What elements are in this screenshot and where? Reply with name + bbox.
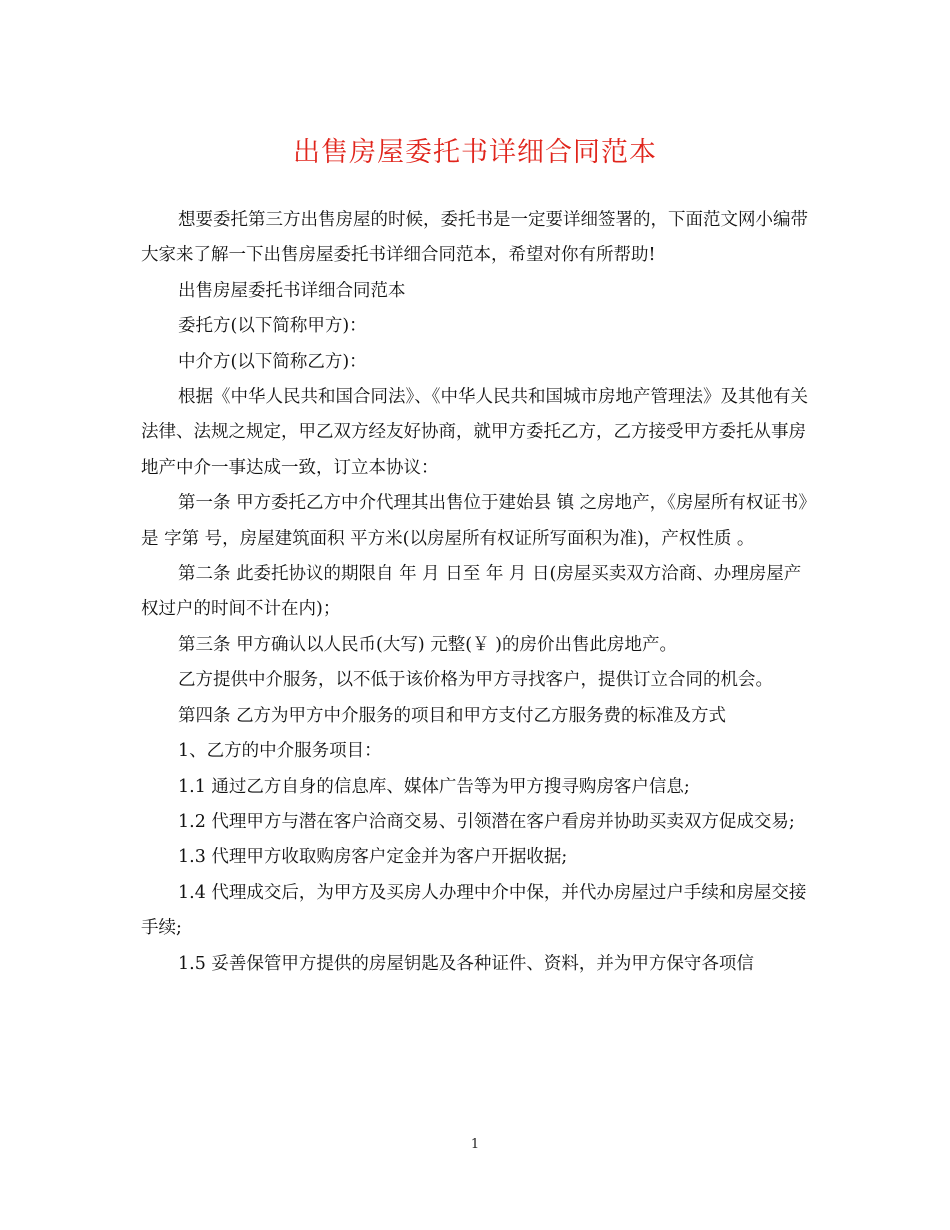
document-body — [141, 203, 813, 982]
preamble-paragraph: 根据《中华人民共和国合同法》、《中华人民共和国城市房地产管理法》及其他有关法律、法规之规定，甲乙双方经友好协商，就甲方委托乙方，乙方接受甲方委托从事房地产中介一事达成一致，订立本协议： — [141, 387, 808, 478]
article-1: 第一条 甲方委托乙方中介代理其出售位于建始县 镇 之房地产，《房屋所有权证书》是 字第 号，房屋建筑面积 平方米(以房屋所有权证所写面积为准)，产权性质 。 — [141, 493, 808, 549]
party-b-line: 中介方(以下简称乙方)： — [178, 351, 367, 372]
service-item-1-1: 1.1 通过乙方自身的信息库、媒体广告等为甲方搜寻购房客户信息; — [178, 776, 690, 797]
service-items-heading: 1、乙方的中介服务项目： — [178, 741, 382, 762]
intro-paragraph: 想要委托第三方出售房屋的时候，委托书是一定要详细签署的，下面范文网小编带大家来了解一下出售房屋委托书详细合同范本，希望对你有所帮助! — [141, 210, 808, 266]
article-3: 第三条 甲方确认以人民币(大写) 元整(￥ )的房价出售此房地产。 — [178, 634, 677, 655]
service-item-1-2: 1.2 代理甲方与潜在客户洽商交易、引领潜在客户看房并协助买卖双方促成交易; — [178, 811, 795, 832]
article-2: 第二条 此委托协议的期限自 年 月 日至 年 月 日(房屋买卖双方洽商、办理房屋产权过户的时间不计在内)； — [141, 564, 802, 620]
service-item-1-5: 1.5 妥善保管甲方提供的房屋钥匙及各种证件、资料，并为甲方保守各项信 — [178, 953, 754, 974]
service-item-1-3: 1.3 代理甲方收取购房客户定金并为客户开据收据; — [178, 847, 568, 868]
page-number: 1 — [470, 1137, 480, 1152]
party-a-line: 委托方(以下简称甲方)： — [178, 316, 367, 337]
document-title: 出售房屋委托书详细合同范本 — [293, 137, 657, 168]
contract-heading: 出售房屋委托书详细合同范本 — [178, 280, 406, 301]
service-item-1-4: 1.4 代理成交后，为甲方及买房人办理中介中保，并代办房屋过户手续和房屋交接手续; — [141, 882, 807, 939]
article-3-note: 乙方提供中介服务，以不低于该价格为甲方寻找客户，提供订立合同的机会。 — [178, 670, 773, 691]
article-4: 第四条 乙方为甲方中介服务的项目和甲方支付乙方服务费的标准及方式 — [178, 705, 727, 726]
